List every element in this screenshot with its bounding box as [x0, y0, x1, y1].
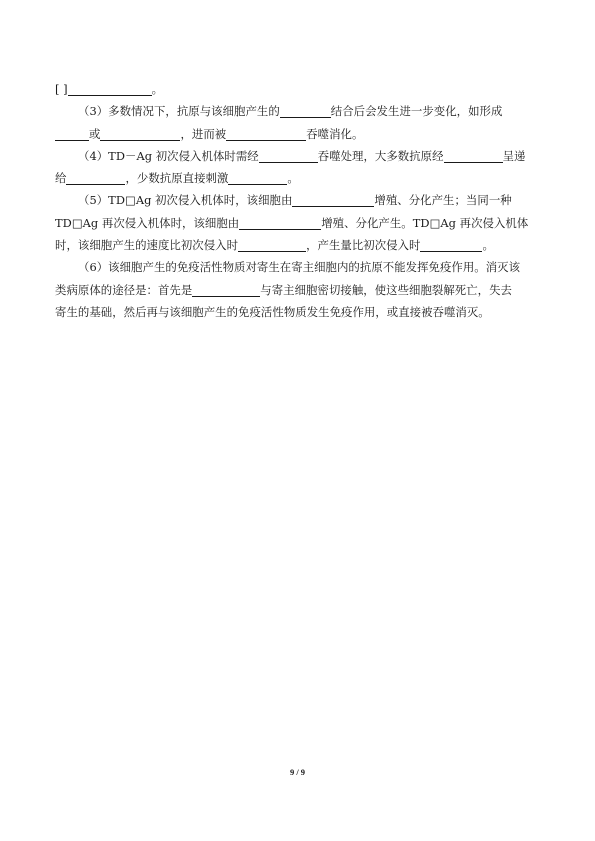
question-text	[55, 78, 545, 323]
question-6-line-3: 寄生的基础，然后再与该细胞产生的免疫活性物质发生免疫作用，或直接被吞噬消灭。	[55, 304, 490, 319]
answer-blank	[292, 193, 374, 207]
answer-blank	[68, 82, 152, 96]
question-4-line-1: （4）TD－Ag 初次侵入机体时需经 吞噬处理，大多数抗原经 呈递	[78, 148, 526, 163]
bracket-blank: [ ]	[55, 82, 68, 96]
answer-blank	[66, 171, 125, 185]
question-5-line-3: 时，该细胞产生的速度比初次侵入时 ，产生量比初次侵入时 。	[55, 238, 494, 253]
text-line-1: [ ] 。	[55, 82, 164, 96]
question-6-line-1: （6）该细胞产生的免疫活性物质对寄生在寄主细胞内的抗原不能发挥免疫作用。消灭该	[78, 260, 521, 275]
answer-blank	[238, 238, 306, 252]
question-6-line-2: 类病原体的途径是：首先是 与寄主细胞密切接触，使这些细胞裂解死亡，失去	[55, 282, 512, 297]
answer-blank	[226, 127, 306, 141]
question-5-line-1: （5）TD□Ag 初次侵入机体时，该细胞由 增殖、分化产生；当同一种	[78, 193, 512, 208]
question-5-line-2: TD□Ag 再次侵入机体时，该细胞由 增殖、分化产生。TD□Ag 再次侵入机体	[55, 215, 529, 230]
answer-blank	[259, 149, 318, 163]
question-3-line-2: 或 ，进而被 吞噬消化。	[55, 123, 545, 145]
answer-blank	[420, 238, 482, 252]
question-4-line-2: 给 ，少数抗原直接刺激 。	[55, 171, 299, 186]
answer-blank	[444, 149, 503, 163]
answer-blank	[55, 127, 89, 141]
answer-blank	[228, 171, 287, 185]
answer-blank	[100, 127, 180, 141]
question-3-line-1: （3）多数情况下，抗原与该细胞产生的 结合后会发生进一步变化，如形成	[78, 104, 503, 119]
answer-blank	[239, 216, 321, 230]
page-number: 9 / 9	[289, 767, 306, 777]
answer-blank	[280, 104, 331, 118]
answer-blank	[192, 283, 260, 297]
